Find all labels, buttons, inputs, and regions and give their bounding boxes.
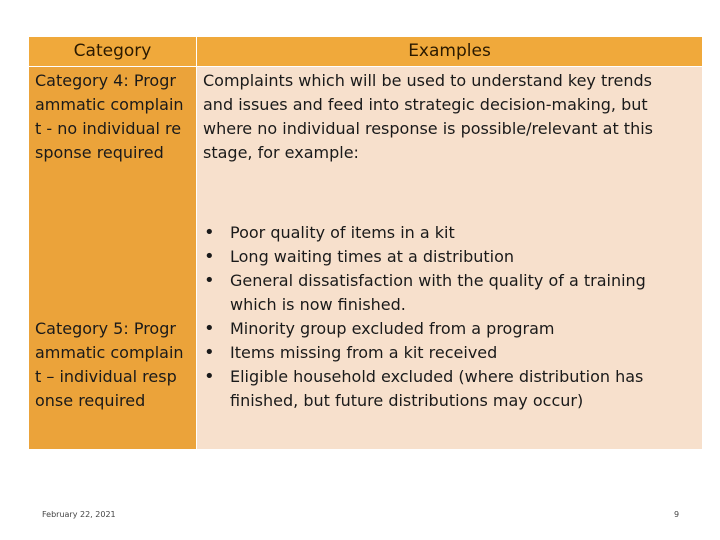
- header-category: Category: [29, 37, 196, 66]
- list-item: • Poor quality of items in a kit: [203, 221, 693, 245]
- header-examples: Examples: [197, 37, 702, 66]
- category-column: [29, 67, 196, 449]
- list-item: • Long waiting times at a distribution: [203, 245, 693, 269]
- list-item: • Eligible household excluded (where distribution has finished, but future distributions may occur): [203, 365, 693, 413]
- category-4-label: Category 4: Programmatic complaint - no individual response required: [35, 71, 184, 162]
- examples-list: [203, 221, 693, 413]
- footer-date: February 22, 2021: [42, 510, 116, 519]
- category-5-label: Category 5: Programmatic complaint – individual response required: [35, 319, 184, 410]
- examples-intro: Complaints which will be used to understand key trends and issues and feed into strategic decision-making, but where no individual response is possible/relevant at this stage, for example:: [203, 71, 653, 162]
- examples-column: [197, 67, 702, 449]
- list-item: • General dissatisfaction with the quality of a training which is now finished.: [203, 269, 693, 317]
- list-item: • Minority group excluded from a program: [203, 317, 693, 341]
- page-number: 9: [674, 510, 680, 519]
- list-item: • Items missing from a kit received: [203, 341, 693, 365]
- complaint-category-table: [29, 37, 702, 449]
